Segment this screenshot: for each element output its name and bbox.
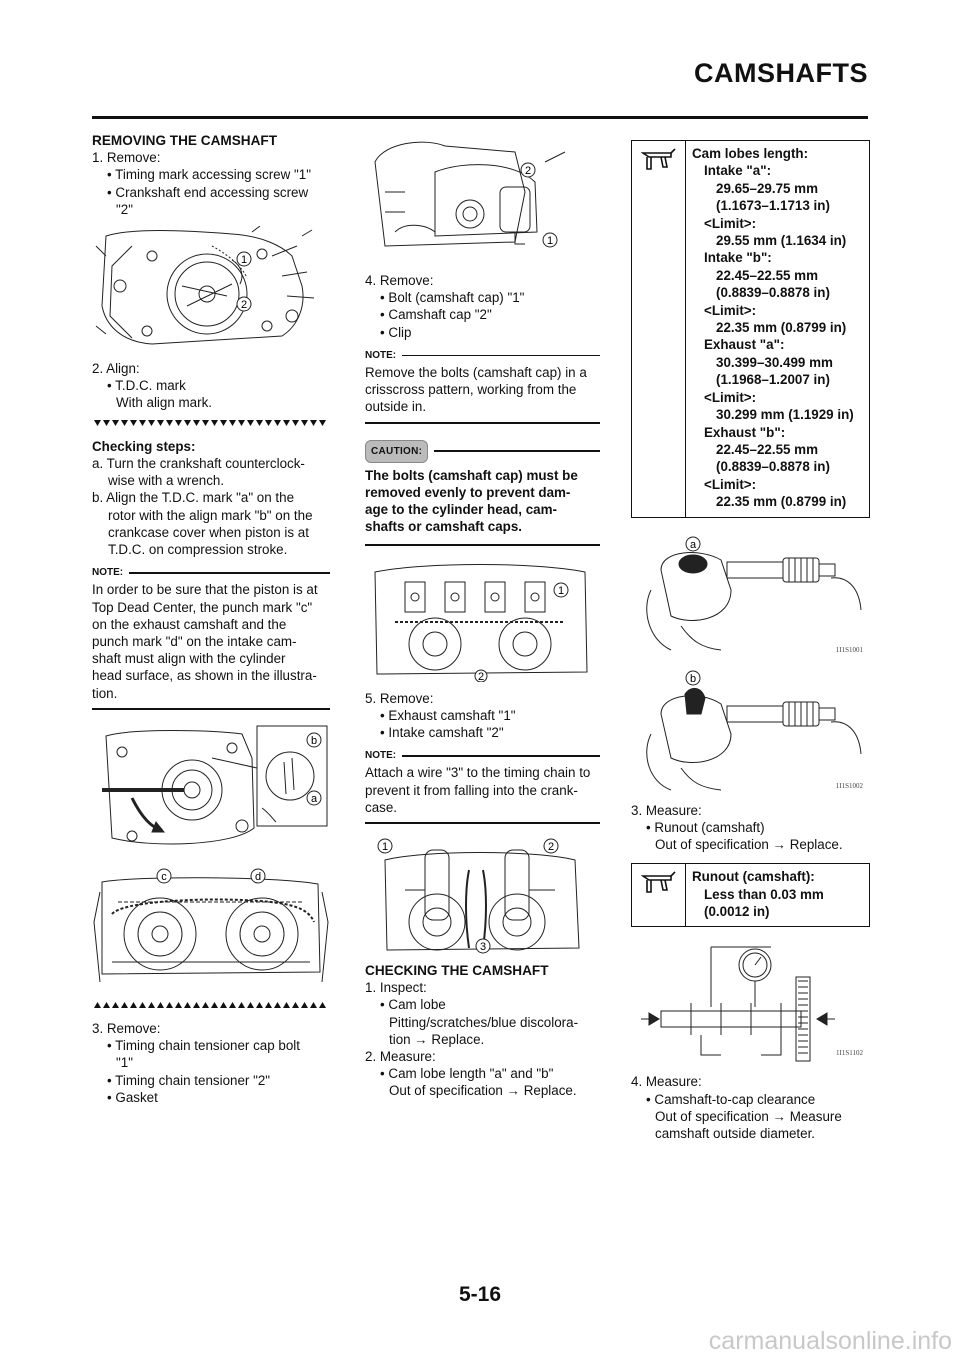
note-end-rule bbox=[365, 822, 600, 824]
clearance-item: • Camshaft-to-cap clearance bbox=[646, 1091, 816, 1107]
figure-punch-marks bbox=[92, 862, 330, 990]
step-5-item: • Exhaust camshaft "1" bbox=[380, 707, 516, 723]
caution-line: shafts or camshaft caps. bbox=[365, 519, 523, 535]
note-line: punch mark "d" on the intake cam- bbox=[92, 634, 297, 650]
note-line: shaft must align with the cylinder bbox=[92, 651, 286, 667]
check-step-b-cont: rotor with the align mark "b" on the bbox=[108, 507, 313, 523]
figure-code: 1I1S1001 bbox=[835, 645, 863, 654]
spec-line: (0.0012 in) bbox=[704, 903, 770, 919]
spec-line: 30.299 mm (1.1929 in) bbox=[716, 407, 854, 423]
spec-line: Exhaust "a": bbox=[704, 337, 785, 353]
callout-1: 1 bbox=[240, 254, 248, 267]
callout-3: 3 bbox=[479, 941, 487, 954]
step-4: 4. Remove: bbox=[365, 273, 434, 288]
note-label: NOTE: bbox=[365, 750, 397, 762]
spec-line: 22.35 mm (0.8799 in) bbox=[716, 320, 847, 336]
caution-header bbox=[365, 440, 600, 463]
clearance-cont: Out of specification → Measure bbox=[655, 1108, 842, 1124]
spec-line: Cam lobes length: bbox=[692, 146, 809, 161]
caliper-icon bbox=[641, 870, 677, 896]
step-1-item-cont: "2" bbox=[116, 201, 133, 217]
step-2-item: • T.D.C. mark bbox=[107, 378, 186, 394]
spec-line: <Limit>: bbox=[704, 302, 757, 318]
callout-d: d bbox=[254, 870, 262, 883]
callout-2: 2 bbox=[477, 670, 485, 682]
callout-a: a bbox=[689, 538, 697, 551]
spec-line: 22.35 mm (0.8799 in) bbox=[716, 494, 847, 510]
figure-code: 1I1S1102 bbox=[836, 1049, 863, 1058]
inspect-cont: tion → Replace. bbox=[389, 1031, 485, 1047]
callout-b: b bbox=[310, 734, 318, 747]
step-4-item: • Clip bbox=[380, 324, 412, 340]
spec-line: <Limit>: bbox=[704, 476, 757, 492]
note-label: NOTE: bbox=[92, 567, 124, 579]
figure-dial-gauge bbox=[631, 937, 870, 1067]
runout-cont: Out of specification → Replace. bbox=[655, 836, 843, 852]
step-2: 2. Align: bbox=[92, 361, 140, 377]
section-heading-removing: REMOVING THE CAMSHAFT bbox=[92, 133, 278, 148]
note-label: NOTE: bbox=[365, 349, 397, 361]
inspect-step: 1. Inspect: bbox=[365, 980, 427, 996]
step-4-item: • Camshaft cap "2" bbox=[380, 307, 492, 323]
caution-line: The bolts (camshaft cap) must be bbox=[365, 467, 578, 483]
callout-1: 1 bbox=[546, 235, 554, 247]
step-5-item: • Intake camshaft "2" bbox=[380, 725, 504, 741]
section-heading-checking: CHECKING THE CAMSHAFT bbox=[365, 963, 549, 979]
note-line: prevent it from falling into the crank- bbox=[365, 782, 578, 798]
note-line: case. bbox=[365, 799, 398, 815]
caliper-icon bbox=[641, 147, 677, 173]
note-line: tion. bbox=[92, 685, 118, 701]
step-1-item: • Timing mark accessing screw "1" bbox=[107, 167, 311, 183]
figure-tdc-alignment bbox=[92, 718, 330, 858]
note-end-rule bbox=[365, 422, 600, 424]
page-title: CAMSHAFTS bbox=[694, 58, 868, 88]
measure-item: • Cam lobe length "a" and "b" bbox=[380, 1066, 554, 1082]
step-5: 5. Remove: bbox=[365, 690, 434, 706]
callout-2: 2 bbox=[240, 299, 248, 312]
spec-line: <Limit>: bbox=[704, 215, 757, 231]
note-line: outside in. bbox=[365, 399, 427, 415]
check-step-b-cont: T.D.C. on compression stroke. bbox=[108, 542, 288, 558]
step-3-item: • Timing chain tensioner "2" bbox=[107, 1072, 271, 1088]
spec-line: Exhaust "b": bbox=[704, 424, 786, 440]
note-header bbox=[92, 564, 330, 581]
runout-item: • Runout (camshaft) bbox=[646, 819, 765, 835]
spec-line: 22.45–22.55 mm bbox=[716, 267, 818, 283]
callout-2: 2 bbox=[547, 841, 555, 854]
note-end-rule bbox=[92, 708, 330, 710]
callout-c: c bbox=[161, 870, 167, 883]
check-step-b-cont: crankcase cover when piston is at bbox=[108, 524, 309, 540]
step-4-item: • Bolt (camshaft cap) "1" bbox=[380, 290, 525, 306]
caliper-icon-cell bbox=[632, 141, 686, 517]
note-line: Top Dead Center, the punch mark "c" bbox=[92, 599, 313, 615]
figure-code: 1I1S1002 bbox=[835, 781, 863, 790]
spec-line: 29.65–29.75 mm bbox=[716, 180, 818, 196]
checking-steps-start-marker bbox=[92, 418, 330, 428]
checking-steps-title: Checking steps: bbox=[92, 438, 196, 454]
callout-1: 1 bbox=[381, 841, 389, 854]
note-line: Remove the bolts (camshaft cap) in a bbox=[365, 365, 587, 381]
step-1: 1. Remove: bbox=[92, 150, 161, 166]
note-header bbox=[365, 747, 600, 764]
caution-line: age to the cylinder head, cam- bbox=[365, 502, 557, 518]
callout-b: b bbox=[689, 672, 697, 685]
figure-camshaft-caps bbox=[365, 552, 600, 682]
page-number: 5-16 bbox=[458, 1283, 502, 1306]
column-1 bbox=[92, 132, 330, 1106]
caliper-icon-cell bbox=[632, 864, 686, 926]
clearance-step: 4. Measure: bbox=[631, 1074, 702, 1090]
step-3-item: • Gasket bbox=[107, 1089, 158, 1105]
inspect-cont: Pitting/scratches/blue discolora- bbox=[389, 1014, 579, 1030]
caution-line: removed evenly to prevent dam- bbox=[365, 485, 571, 501]
note-line: Attach a wire "3" to the timing chain to bbox=[365, 765, 591, 781]
spec-line: (0.8839–0.8878 in) bbox=[716, 459, 830, 475]
spec-text bbox=[686, 864, 869, 926]
callout-a: a bbox=[310, 792, 318, 805]
note-header bbox=[365, 347, 600, 364]
caution-end-rule bbox=[365, 544, 600, 546]
step-3-item: • Timing chain tensioner cap bolt bbox=[107, 1038, 301, 1054]
checking-steps-end-marker bbox=[92, 1000, 330, 1010]
column-3 bbox=[631, 132, 870, 1142]
note-line: In order to be sure that the piston is at bbox=[92, 582, 318, 598]
clearance-cont: camshaft outside diameter. bbox=[655, 1125, 816, 1141]
step-2-cont: With align mark. bbox=[116, 395, 212, 411]
spec-line: 30.399–30.499 mm bbox=[716, 354, 833, 370]
check-step-a-cont: wise with a wrench. bbox=[108, 473, 225, 489]
spec-text bbox=[686, 141, 869, 517]
spec-line: (1.1968–1.2007 in) bbox=[716, 372, 830, 388]
note-line: head surface, as shown in the illustra- bbox=[92, 668, 317, 684]
spec-line: Intake "a": bbox=[704, 163, 772, 179]
spec-line: 22.45–22.55 mm bbox=[716, 441, 818, 457]
check-step-b: b. Align the T.D.C. mark "a" on the bbox=[92, 490, 295, 506]
spec-line: 29.55 mm (1.1634 in) bbox=[716, 233, 847, 249]
spec-line: Intake "b": bbox=[704, 250, 772, 266]
figure-micrometer-b bbox=[631, 664, 870, 796]
caution-label: CAUTION: bbox=[365, 440, 428, 463]
spec-line: (1.1673–1.1713 in) bbox=[716, 198, 830, 214]
check-step-a: a. Turn the crankshaft counterclock- bbox=[92, 456, 305, 472]
note-line: on the exhaust camshaft and the bbox=[92, 616, 287, 632]
spec-line: Less than 0.03 mm bbox=[704, 886, 824, 902]
spec-line: Runout (camshaft): bbox=[692, 869, 815, 885]
spec-box-cam-lobes bbox=[631, 140, 870, 518]
step-3: 3. Remove: bbox=[92, 1021, 161, 1037]
measure-step: 2. Measure: bbox=[365, 1049, 436, 1065]
header-rule bbox=[92, 116, 868, 119]
spec-line: (0.8839–0.8878 in) bbox=[716, 285, 830, 301]
callout-2: 2 bbox=[524, 165, 532, 177]
step-1-item: • Crankshaft end accessing screw bbox=[107, 184, 309, 200]
footer-watermark: carmanualsonline.info bbox=[708, 1327, 952, 1355]
figure-micrometer-a bbox=[631, 530, 870, 662]
measure-cont: Out of specification → Replace. bbox=[389, 1083, 577, 1099]
figure-camshafts-wire bbox=[365, 830, 600, 956]
note-line: crisscross pattern, working from the bbox=[365, 382, 577, 398]
figure-tensioner bbox=[365, 132, 600, 262]
callout-1: 1 bbox=[557, 584, 565, 597]
inspect-item: • Cam lobe bbox=[380, 997, 446, 1013]
spec-line: <Limit>: bbox=[704, 389, 757, 405]
runout-step: 3. Measure: bbox=[631, 802, 702, 818]
figure-crankcase-cover bbox=[92, 226, 330, 354]
column-2 bbox=[365, 132, 600, 1100]
spec-box-runout bbox=[631, 863, 870, 927]
step-3-item-cont: "1" bbox=[116, 1055, 133, 1071]
